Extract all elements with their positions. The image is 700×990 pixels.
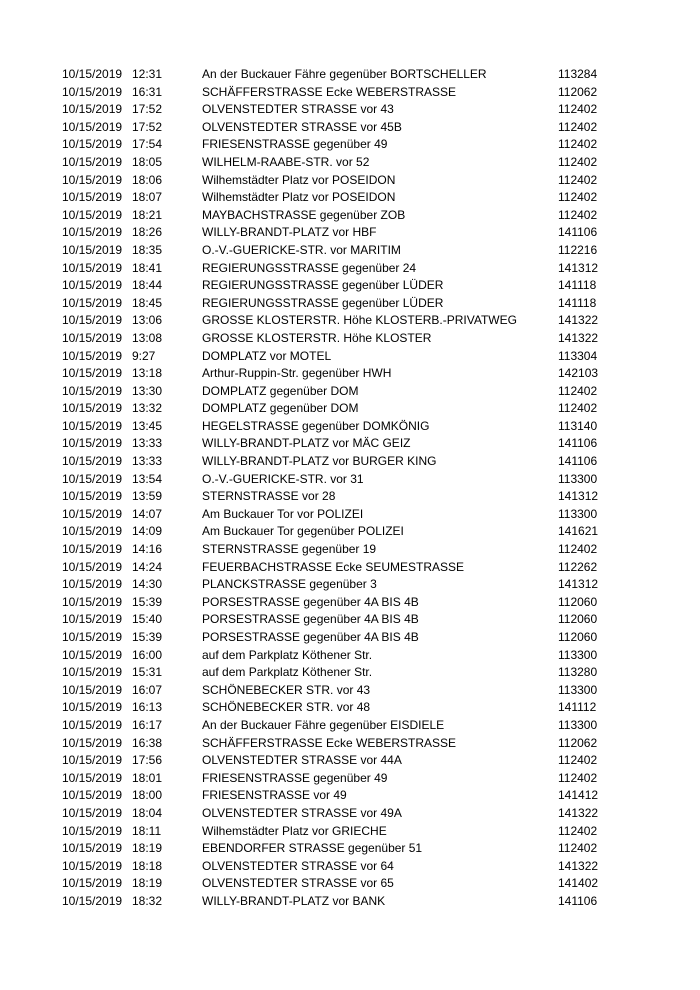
table-row <box>0 242 700 260</box>
time-cell: 13:18 <box>132 366 163 381</box>
location-cell: SCHÄFFERSTRASSE Ecke WEBERSTRASSE <box>202 735 457 750</box>
location-cell: FRIESENSTRASSE gegenüber 49 <box>202 770 388 785</box>
record-table <box>0 66 700 911</box>
table-row <box>0 682 700 700</box>
date-cell: 10/15/2019 <box>62 858 123 873</box>
time-cell: 13:08 <box>132 330 163 345</box>
table-row <box>0 559 700 577</box>
location-cell: GROSSE KLOSTERSTR. Höhe KLOSTER <box>202 330 432 345</box>
date-cell: 10/15/2019 <box>62 577 123 592</box>
location-cell: STERNSTRASSE vor 28 <box>202 489 336 504</box>
table-row <box>0 576 700 594</box>
location-cell: OLVENSTEDTER STRASSE vor 49A <box>202 805 402 820</box>
code-cell: 112402 <box>558 841 598 856</box>
date-cell: 10/15/2019 <box>62 190 123 205</box>
time-cell: 13:06 <box>132 313 163 328</box>
code-cell: 112402 <box>558 102 598 117</box>
time-cell: 15:39 <box>132 630 163 644</box>
time-cell: 15:31 <box>132 665 163 680</box>
table-row <box>0 699 700 717</box>
code-cell: 141621 <box>558 524 599 539</box>
date-cell: 10/15/2019 <box>62 207 123 222</box>
date-cell: 10/15/2019 <box>62 418 123 433</box>
code-cell: 112402 <box>558 770 598 785</box>
date-cell: 10/15/2019 <box>62 102 123 117</box>
location-cell: REGIERUNGSSTRASSE gegenüber LÜDER <box>202 295 444 310</box>
time-cell: 14:07 <box>132 506 163 521</box>
code-cell: 112402 <box>558 154 598 169</box>
date-cell: 10/15/2019 <box>62 242 123 257</box>
code-cell: 112062 <box>558 84 598 99</box>
code-cell: 113300 <box>558 471 598 486</box>
time-cell: 16:00 <box>132 647 163 662</box>
code-cell: 112402 <box>558 190 598 205</box>
location-cell: OLVENSTEDTER STRASSE vor 64 <box>202 858 394 873</box>
time-cell: 16:31 <box>132 84 163 99</box>
time-cell: 18:18 <box>132 858 163 873</box>
time-cell: 9:27 <box>132 348 156 363</box>
date-cell: 10/15/2019 <box>62 893 123 908</box>
table-row <box>0 277 700 295</box>
location-cell: O.-V.-GUERICKE-STR. vor 31 <box>202 471 364 486</box>
date-cell: 10/15/2019 <box>62 700 123 715</box>
table-row <box>0 136 700 154</box>
time-cell: 13:32 <box>132 401 163 416</box>
time-cell: 12:31 <box>132 67 163 81</box>
table-row <box>0 629 700 647</box>
location-cell: WILLY-BRANDT-PLATZ vor HBF <box>202 225 377 240</box>
location-cell: MAYBACHSTRASSE gegenüber ZOB <box>202 207 406 222</box>
table-row <box>0 260 700 278</box>
time-cell: 18:04 <box>132 805 163 820</box>
time-cell: 18:41 <box>132 260 163 275</box>
date-cell: 10/15/2019 <box>62 841 123 856</box>
code-cell: 141322 <box>558 858 599 873</box>
code-cell: 112060 <box>558 594 598 609</box>
code-cell: 141106 <box>558 225 598 240</box>
location-cell: OLVENSTEDTER STRASSE vor 65 <box>202 876 394 891</box>
date-cell: 10/15/2019 <box>62 489 123 504</box>
code-cell: 141412 <box>558 788 599 803</box>
time-cell: 18:26 <box>132 225 163 240</box>
table-row <box>0 735 700 753</box>
time-cell: 14:24 <box>132 559 163 574</box>
table-row <box>0 858 700 876</box>
location-cell: auf dem Parkplatz Köthener Str. <box>202 647 373 662</box>
location-cell: OLVENSTEDTER STRASSE vor 43 <box>202 102 394 117</box>
date-cell: 10/15/2019 <box>62 542 123 557</box>
table-row <box>0 717 700 735</box>
code-cell: 142103 <box>558 366 599 381</box>
code-cell: 112402 <box>558 119 598 134</box>
date-cell: 10/15/2019 <box>62 647 123 662</box>
location-cell: FRIESENSTRASSE vor 49 <box>202 788 347 803</box>
table-row <box>0 752 700 770</box>
code-cell: 112402 <box>558 137 598 152</box>
date-cell: 10/15/2019 <box>62 313 123 328</box>
table-row <box>0 506 700 524</box>
date-cell: 10/15/2019 <box>62 682 123 697</box>
time-cell: 14:09 <box>132 524 163 539</box>
table-row <box>0 611 700 629</box>
code-cell: 112062 <box>558 735 598 750</box>
time-cell: 18:05 <box>132 154 163 169</box>
location-cell: HEGELSTRASSE gegenüber DOMKÖNIG <box>202 418 430 433</box>
code-cell: 141106 <box>558 436 598 451</box>
code-cell: 112216 <box>558 242 598 257</box>
location-cell: DOMPLATZ gegenüber DOM <box>202 401 359 416</box>
date-cell: 10/15/2019 <box>62 401 123 416</box>
date-cell: 10/15/2019 <box>62 559 123 574</box>
location-cell: PLANCKSTRASSE gegenüber 3 <box>202 577 377 592</box>
code-cell: 113300 <box>558 682 598 697</box>
code-cell: 113280 <box>558 665 598 680</box>
table-row <box>0 805 700 823</box>
table-row <box>0 295 700 313</box>
code-cell: 113300 <box>558 647 598 662</box>
time-cell: 18:45 <box>132 295 163 310</box>
table-row <box>0 523 700 541</box>
date-cell: 10/15/2019 <box>62 260 123 275</box>
location-cell: GROSSE KLOSTERSTR. Höhe KLOSTERB.-PRIVATWEG <box>202 313 517 328</box>
code-cell: 112402 <box>558 401 598 416</box>
location-cell: DOMPLATZ vor MOTEL <box>202 348 332 363</box>
time-cell: 18:11 <box>132 823 162 838</box>
code-cell: 113300 <box>558 717 598 732</box>
time-cell: 13:54 <box>132 471 163 486</box>
location-cell: STERNSTRASSE gegenüber 19 <box>202 542 377 557</box>
table-row <box>0 541 700 559</box>
code-cell: 112402 <box>558 207 598 222</box>
time-cell: 18:19 <box>132 841 163 856</box>
table-row <box>0 453 700 471</box>
table-row <box>0 348 700 366</box>
location-cell: PORSESTRASSE gegenüber 4A BIS 4B <box>202 630 419 644</box>
date-cell: 10/15/2019 <box>62 805 123 820</box>
time-cell: 14:30 <box>132 577 163 592</box>
date-cell: 10/15/2019 <box>62 348 123 363</box>
table-row <box>0 101 700 119</box>
date-cell: 10/15/2019 <box>62 471 123 486</box>
date-cell: 10/15/2019 <box>62 366 123 381</box>
location-cell: WILHELM-RAABE-STR. vor 52 <box>202 154 370 169</box>
table-row <box>0 119 700 137</box>
location-cell: An der Buckauer Fähre gegenüber EISDIELE <box>202 717 445 732</box>
code-cell: 112402 <box>558 172 598 187</box>
date-cell: 10/15/2019 <box>62 612 123 627</box>
date-cell: 10/15/2019 <box>62 717 123 732</box>
time-cell: 18:21 <box>132 207 163 222</box>
table-row <box>0 383 700 401</box>
location-cell: PORSESTRASSE gegenüber 4A BIS 4B <box>202 594 419 609</box>
date-cell: 10/15/2019 <box>62 154 123 169</box>
code-cell: 141312 <box>558 260 599 275</box>
location-cell: auf dem Parkplatz Köthener Str. <box>202 665 373 680</box>
table-row <box>0 594 700 612</box>
table-row <box>0 647 700 665</box>
location-cell: O.-V.-GUERICKE-STR. vor MARITIM <box>202 242 401 257</box>
location-cell: Arthur-Ruppin-Str. gegenüber HWH <box>202 366 392 381</box>
location-cell: FRIESENSTRASSE gegenüber 49 <box>202 137 388 152</box>
date-cell: 10/15/2019 <box>62 788 123 803</box>
code-cell: 141322 <box>558 805 599 820</box>
time-cell: 17:54 <box>132 137 163 152</box>
code-cell: 112402 <box>558 383 598 398</box>
code-cell: 112402 <box>558 753 598 768</box>
time-cell: 18:06 <box>132 172 163 187</box>
time-cell: 18:32 <box>132 893 163 908</box>
time-cell: 13:33 <box>132 436 163 451</box>
location-cell: DOMPLATZ gegenüber DOM <box>202 383 359 398</box>
location-cell: OLVENSTEDTER STRASSE vor 45B <box>202 119 402 134</box>
table-row <box>0 365 700 383</box>
date-cell: 10/15/2019 <box>62 823 123 838</box>
code-cell: 113304 <box>558 348 598 363</box>
table-row <box>0 172 700 190</box>
date-cell: 10/15/2019 <box>62 770 123 785</box>
date-cell: 10/15/2019 <box>62 295 123 310</box>
date-cell: 10/15/2019 <box>62 506 123 521</box>
date-cell: 10/15/2019 <box>62 278 123 293</box>
table-row <box>0 893 700 911</box>
code-cell: 141312 <box>558 489 599 504</box>
table-row <box>0 770 700 788</box>
date-cell: 10/15/2019 <box>62 876 123 891</box>
table-row <box>0 312 700 330</box>
date-cell: 10/15/2019 <box>62 630 123 644</box>
location-cell: SCHÄFFERSTRASSE Ecke WEBERSTRASSE <box>202 84 457 99</box>
code-cell: 141118 <box>558 295 597 310</box>
table-row <box>0 471 700 489</box>
code-cell: 113140 <box>558 418 598 433</box>
date-cell: 10/15/2019 <box>62 67 123 81</box>
code-cell: 141118 <box>558 278 597 293</box>
code-cell: 141312 <box>558 577 599 592</box>
location-cell: REGIERUNGSSTRASSE gegenüber LÜDER <box>202 278 444 293</box>
location-cell: FEUERBACHSTRASSE Ecke SEUMESTRASSE <box>202 559 465 574</box>
time-cell: 18:35 <box>132 242 163 257</box>
code-cell: 141112 <box>558 700 597 715</box>
date-cell: 10/15/2019 <box>62 436 123 451</box>
time-cell: 18:00 <box>132 788 163 803</box>
location-cell: Am Buckauer Tor vor POLIZEI <box>202 506 364 521</box>
time-cell: 13:45 <box>132 418 163 433</box>
location-cell: SCHÖNEBECKER STR. vor 43 <box>202 682 371 697</box>
table-row <box>0 400 700 418</box>
code-cell: 141106 <box>558 454 598 469</box>
location-cell: EBENDORFER STRASSE gegenüber 51 <box>202 841 423 856</box>
time-cell: 18:19 <box>132 876 163 891</box>
time-cell: 17:52 <box>132 102 163 117</box>
table-row <box>0 823 700 841</box>
location-cell: Wilhemstädter Platz vor GRIECHE <box>202 823 387 838</box>
code-cell: 112402 <box>558 542 598 557</box>
date-cell: 10/15/2019 <box>62 665 123 680</box>
code-cell: 112262 <box>558 559 598 574</box>
date-cell: 10/15/2019 <box>62 383 123 398</box>
code-cell: 112402 <box>558 823 598 838</box>
table-row <box>0 418 700 436</box>
code-cell: 112060 <box>558 630 598 644</box>
location-cell: Am Buckauer Tor gegenüber POLIZEI <box>202 524 404 539</box>
date-cell: 10/15/2019 <box>62 524 123 539</box>
location-cell: SCHÖNEBECKER STR. vor 48 <box>202 700 371 715</box>
location-cell: REGIERUNGSSTRASSE gegenüber 24 <box>202 260 417 275</box>
date-cell: 10/15/2019 <box>62 84 123 99</box>
date-cell: 10/15/2019 <box>62 330 123 345</box>
code-cell: 112060 <box>558 612 598 627</box>
table-row <box>0 224 700 242</box>
table-row <box>0 189 700 207</box>
location-cell: WILLY-BRANDT-PLATZ vor MÄC GEIZ <box>202 436 411 451</box>
time-cell: 14:16 <box>132 542 163 557</box>
time-cell: 18:07 <box>132 190 163 205</box>
date-cell: 10/15/2019 <box>62 119 123 134</box>
table-row <box>0 207 700 225</box>
table-row <box>0 875 700 893</box>
date-cell: 10/15/2019 <box>62 172 123 187</box>
time-cell: 16:38 <box>132 735 163 750</box>
table-row <box>0 66 700 84</box>
time-cell: 13:33 <box>132 454 163 469</box>
time-cell: 18:01 <box>132 770 163 785</box>
code-cell: 141106 <box>558 893 598 908</box>
time-cell: 16:07 <box>132 682 163 697</box>
time-cell: 13:30 <box>132 383 163 398</box>
date-cell: 10/15/2019 <box>62 225 123 240</box>
date-cell: 10/15/2019 <box>62 753 123 768</box>
location-cell: OLVENSTEDTER STRASSE vor 44A <box>202 753 402 768</box>
code-cell: 113284 <box>558 67 598 81</box>
time-cell: 18:44 <box>132 278 163 293</box>
table-row <box>0 154 700 172</box>
date-cell: 10/15/2019 <box>62 735 123 750</box>
date-cell: 10/15/2019 <box>62 594 123 609</box>
location-cell: Wilhemstädter Platz vor POSEIDON <box>202 190 396 205</box>
table-row <box>0 435 700 453</box>
code-cell: 113300 <box>558 506 598 521</box>
table-row <box>0 664 700 682</box>
location-cell: PORSESTRASSE gegenüber 4A BIS 4B <box>202 612 419 627</box>
time-cell: 13:59 <box>132 489 163 504</box>
table-row <box>0 488 700 506</box>
table-row <box>0 330 700 348</box>
table-row <box>0 84 700 102</box>
time-cell: 17:56 <box>132 753 163 768</box>
location-cell: An der Buckauer Fähre gegenüber BORTSCHELLER <box>202 67 487 81</box>
location-cell: WILLY-BRANDT-PLATZ vor BURGER KING <box>202 454 437 469</box>
date-cell: 10/15/2019 <box>62 137 123 152</box>
date-cell: 10/15/2019 <box>62 454 123 469</box>
table-row <box>0 840 700 858</box>
code-cell: 141402 <box>558 876 599 891</box>
time-cell: 16:13 <box>132 700 163 715</box>
location-cell: WILLY-BRANDT-PLATZ vor BANK <box>202 893 386 908</box>
code-cell: 141322 <box>558 313 599 328</box>
location-cell: Wilhemstädter Platz vor POSEIDON <box>202 172 396 187</box>
time-cell: 16:17 <box>132 717 163 732</box>
code-cell: 141322 <box>558 330 599 345</box>
table-row <box>0 787 700 805</box>
time-cell: 15:40 <box>132 612 163 627</box>
time-cell: 17:52 <box>132 119 163 134</box>
time-cell: 15:39 <box>132 594 163 609</box>
